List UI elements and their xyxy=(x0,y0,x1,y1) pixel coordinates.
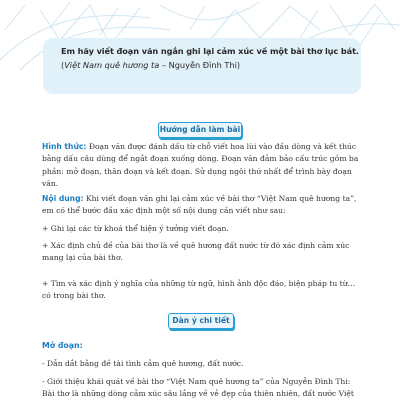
task-source: (Việt Nam quê hương ta – Nguyễn Đình Thi) xyxy=(61,60,241,70)
task-prompt: Em hãy viết đoạn văn ngắn ghi lại cảm xúc về một bài thơ lục bát. xyxy=(61,46,359,56)
intro-label: Mở đoạn: xyxy=(42,341,83,350)
form-text: Đoạn văn được đánh dấu từ chỗ viết hoa lùi vào đầu dòng và kết thúc bằng dấu câu dùng để ngắt đoạn xuống dòng. Đoạn văn đảm bảo cấu trúc gồm ba phần: mở đoạn, thân đoạn và kết đoạn. Sử dụng ngôi thứ nhất để trình bày đoạn văn. xyxy=(42,142,359,189)
list-item: + Xác định chủ đề của bài thơ là về quê hương đất nước từ đó xác định cảm xúc mang lại của bài thơ. xyxy=(42,241,350,263)
source-title: Việt Nam quê hương ta xyxy=(64,60,160,70)
list-item: - Dẫn dắt bằng đề tài tình cảm quê hương, đất nước. xyxy=(42,359,244,368)
list-item: + Tìm và xác định ý nghĩa của những từ ngữ, hình ảnh độc đáo, biện pháp tu từ… có trong bài thơ. xyxy=(42,279,356,301)
content-label: Nội dung: xyxy=(42,194,84,203)
form-paragraph xyxy=(42,141,362,191)
form-label: Hình thức: xyxy=(42,142,87,151)
guide-heading: Hướng dẫn làm bài xyxy=(158,122,242,138)
outline-heading: Dàn ý chi tiết xyxy=(168,313,234,329)
list-item: + Ghi lại các từ khoá thể hiện ý tưởng viết đoạn. xyxy=(42,224,229,233)
source-author: Nguyễn Đình Thi xyxy=(168,60,237,70)
content-text: Khi viết đoạn văn ghi lại cảm xúc về bài thơ “Việt Nam quê hương ta”, em có thể bước đầu xác định một số nội dung cần viết như sau: xyxy=(42,194,357,216)
task-box xyxy=(43,38,361,94)
source-separator: – xyxy=(159,60,169,70)
list-item: - Giới thiệu khái quát về bài thơ “Việt Nam quê hương ta” của Nguyễn Đình Thi: Bài thơ là những dòng cảm xúc sâu lắng về vẻ đẹp của thiên nhiên, đất nước Việt xyxy=(42,377,354,399)
content-paragraph xyxy=(42,193,362,218)
